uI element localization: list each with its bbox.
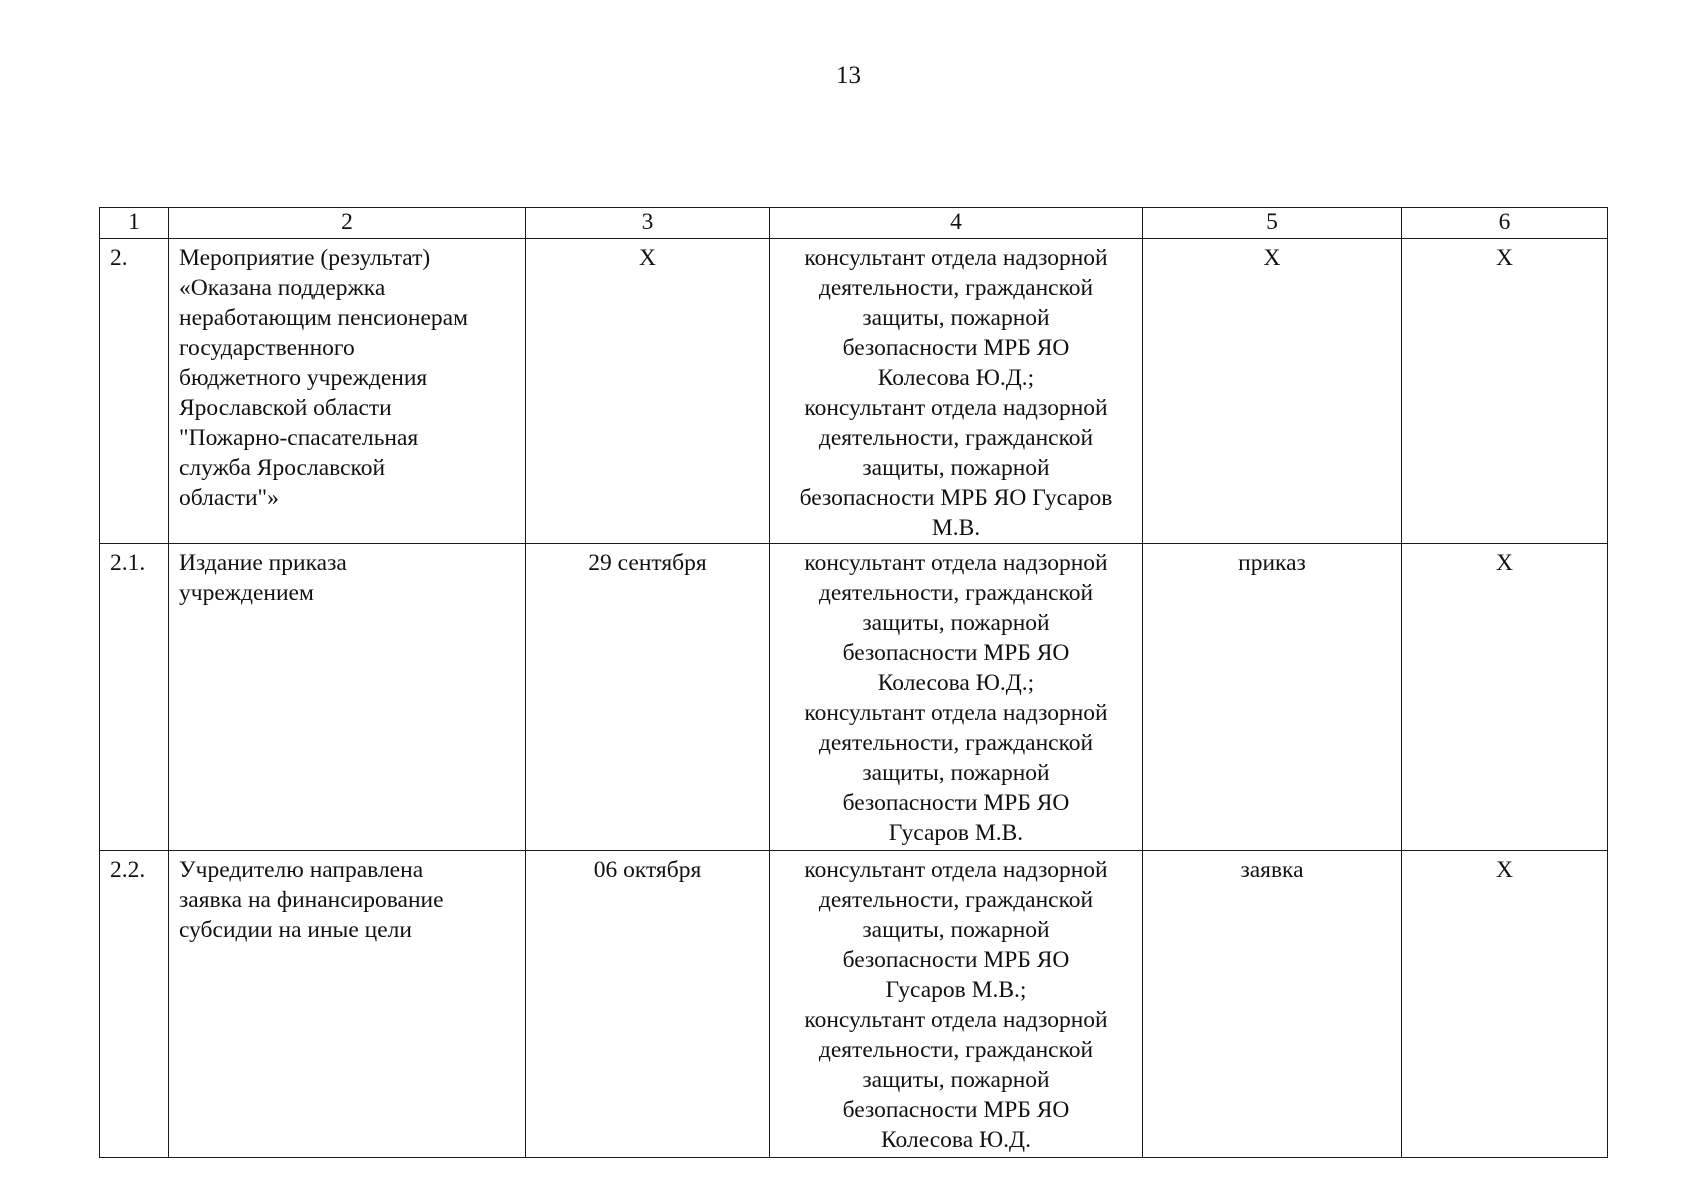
table-row (100, 851, 1608, 1158)
table-header-row (100, 208, 1608, 239)
header-cell-5: 5 (1143, 208, 1402, 239)
row-date: 29 сентября (526, 544, 770, 851)
header-cell-6: 6 (1402, 208, 1608, 239)
row-responsible: консультант отдела надзорной деятельности, гражданской защиты, пожарной безопасности МРБ ЯО Колесова Ю.Д.; консультант отдела надзорной деятельности, гражданской защиты, пожарной безопасности МРБ ЯО Гусаров М.В. (770, 239, 1143, 544)
row-responsible: консультант отдела надзорной деятельности, гражданской защиты, пожарной безопасности МРБ ЯО Колесова Ю.Д.; консультант отдела надзорной деятельности, гражданской защиты, пожарной безопасности МРБ ЯО Гусаров М.В. (770, 544, 1143, 851)
header-cell-2: 2 (169, 208, 526, 239)
table-row (100, 544, 1608, 851)
row-document: приказ (1143, 544, 1402, 851)
row-number: 2.1. (100, 544, 169, 851)
row-date: Х (526, 239, 770, 544)
plan-table (99, 207, 1608, 1158)
header-cell-3: 3 (526, 208, 770, 239)
header-cell-1: 1 (100, 208, 169, 239)
row-responsible: консультант отдела надзорной деятельности, гражданской защиты, пожарной безопасности МРБ ЯО Гусаров М.В.; консультант отдела надзорной деятельности, гражданской защиты, пожарной безопасности МРБ ЯО Колесова Ю.Д. (770, 851, 1143, 1158)
row-document: заявка (1143, 851, 1402, 1158)
row-name: Учредителю направлена заявка на финансирование субсидии на иные цели (169, 851, 526, 1158)
row-name: Мероприятие (результат) «Оказана поддержка неработающим пенсионерам государственного бюджетного учреждения Ярославской области "Пожарно-спасательная служба Ярославской области"» (169, 239, 526, 544)
row-number: 2. (100, 239, 169, 544)
row-date: 06 октября (526, 851, 770, 1158)
page-number: 13 (836, 62, 861, 89)
table-row (100, 239, 1608, 544)
row-note: Х (1402, 851, 1608, 1158)
row-number: 2.2. (100, 851, 169, 1158)
row-note: Х (1402, 544, 1608, 851)
row-name: Издание приказа учреждением (169, 544, 526, 851)
header-cell-4: 4 (770, 208, 1143, 239)
row-document: Х (1143, 239, 1402, 544)
row-note: Х (1402, 239, 1608, 544)
